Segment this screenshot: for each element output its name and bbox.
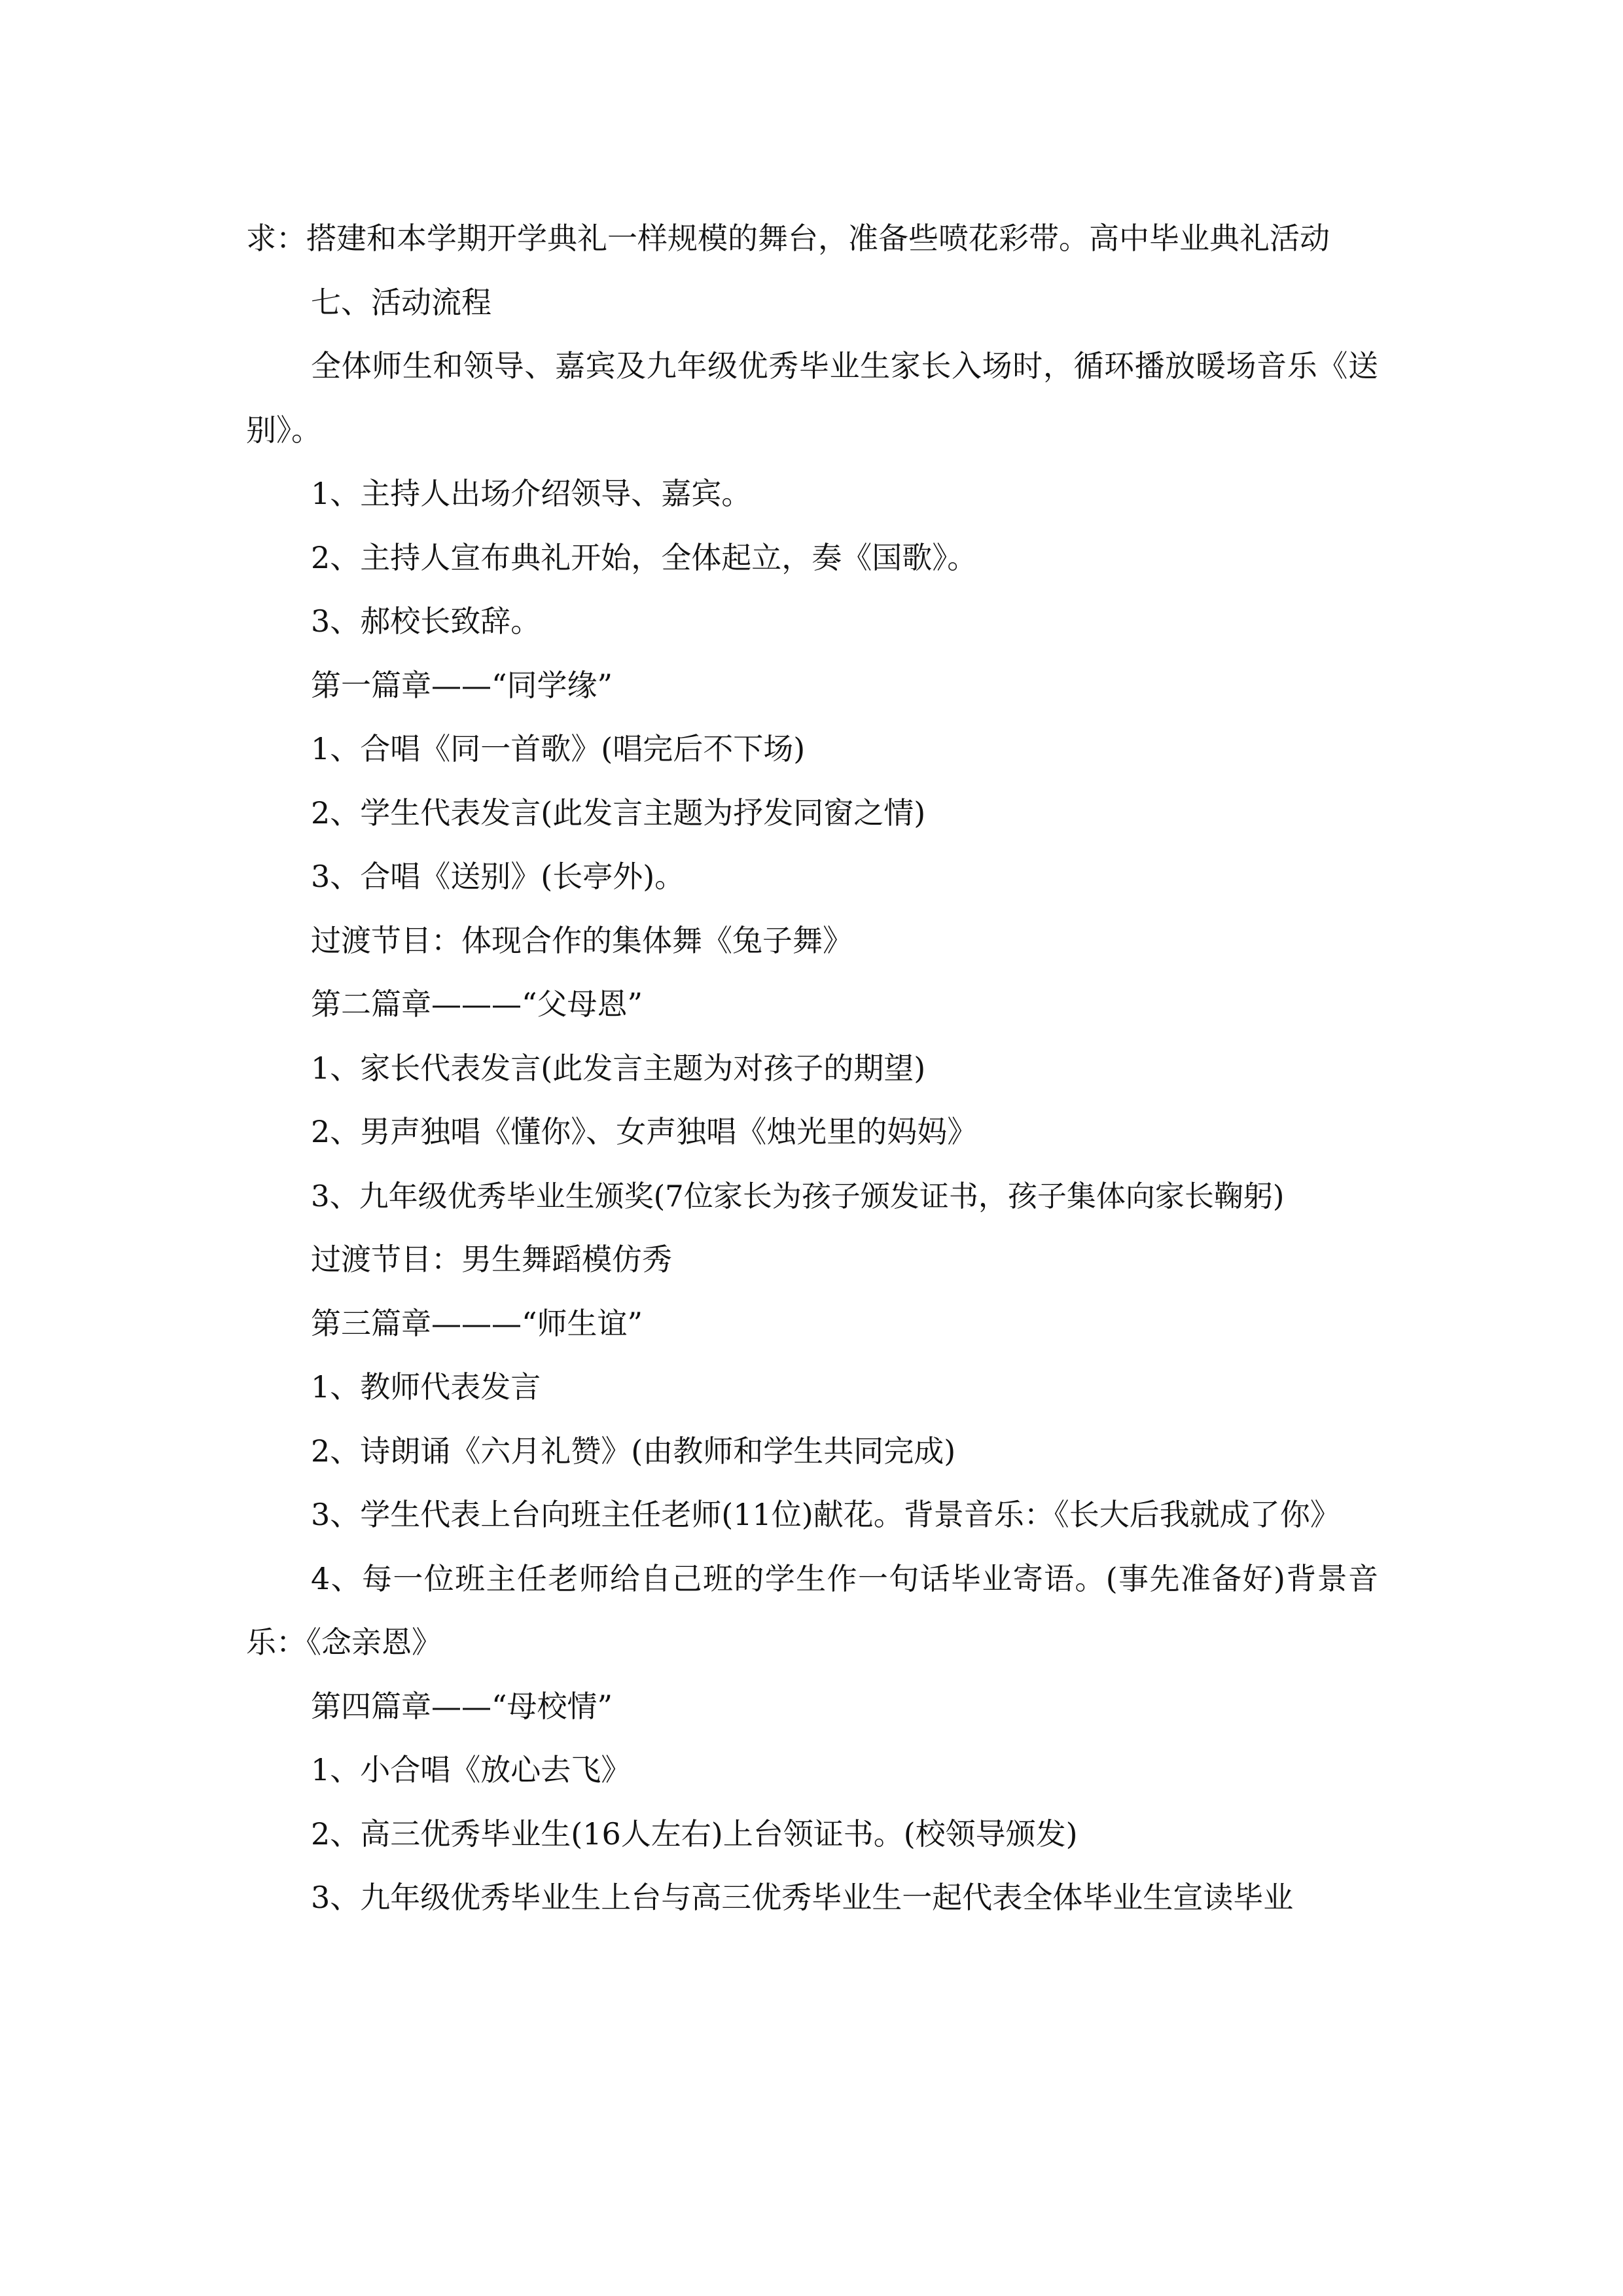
transition-program: 过渡节目：体现合作的集体舞《兔子舞》 (311, 922, 853, 958)
list-item: 2、诗朗诵《六月礼赞》(由教师和学生共同完成) (311, 1433, 956, 1469)
chapter-heading: 第四篇章——“母校情” (311, 1688, 613, 1724)
list-item: 1、主持人出场介绍领导、嘉宾。 (311, 476, 752, 511)
list-item: 3、学生代表上台向班主任老师(11位)献花。背景音乐：《长大后我就成了你》 (311, 1497, 1340, 1532)
chapter-heading: 第二篇章———“父母恩” (311, 986, 643, 1022)
list-item: 4、每一位班主任老师给自己班的学生作一句话毕业寄语。(事先准备好)背景音乐：《念亲恩》 (246, 1560, 1378, 1660)
paragraph-requirements: 求：搭建和本学期开学典礼一样规模的舞台，准备些喷花彩带。高中毕业典礼活动 (246, 221, 1330, 256)
list-item: 1、教师代表发言 (311, 1369, 541, 1405)
list-item: 2、主持人宣布典礼开始，全体起立，奏《国歌》。 (311, 539, 978, 575)
list-item: 3、九年级优秀毕业生上台与高三优秀毕业生一起代表全体毕业生宣读毕业 (311, 1880, 1294, 1915)
list-item: 1、合唱《同一首歌》(唱完后不下场) (311, 731, 806, 766)
body-text (246, 207, 1378, 1930)
list-item: 1、小合唱《放心去飞》 (311, 1752, 632, 1787)
list-item: 3、合唱《送别》(长亭外)。 (311, 859, 685, 894)
list-item: 3、九年级优秀毕业生颁奖(7位家长为孩子颁发证书，孩子集体向家长鞠躬) (311, 1178, 1285, 1213)
list-item: 2、男声独唱《懂你》、女声独唱《烛光里的妈妈》 (311, 1114, 978, 1149)
paragraph-entrance: 全体师生和领导、嘉宾及九年级优秀毕业生家长入场时，循环播放暖场音乐《送别》。 (246, 348, 1378, 448)
list-item: 1、家长代表发言(此发言主题为对孩子的期望) (311, 1050, 926, 1086)
list-item: 2、高三优秀毕业生(16人左右)上台领证书。(校领导颁发) (311, 1816, 1078, 1852)
section-heading-activity-flow: 七、活动流程 (311, 284, 491, 320)
chapter-heading: 第三篇章———“师生谊” (311, 1305, 643, 1341)
list-item: 3、郝校长致辞。 (311, 603, 541, 639)
list-item: 2、学生代表发言(此发言主题为抒发同窗之情) (311, 795, 926, 831)
transition-program: 过渡节目：男生舞蹈模仿秀 (311, 1242, 672, 1277)
chapter-heading: 第一篇章——“同学缘” (311, 667, 613, 703)
